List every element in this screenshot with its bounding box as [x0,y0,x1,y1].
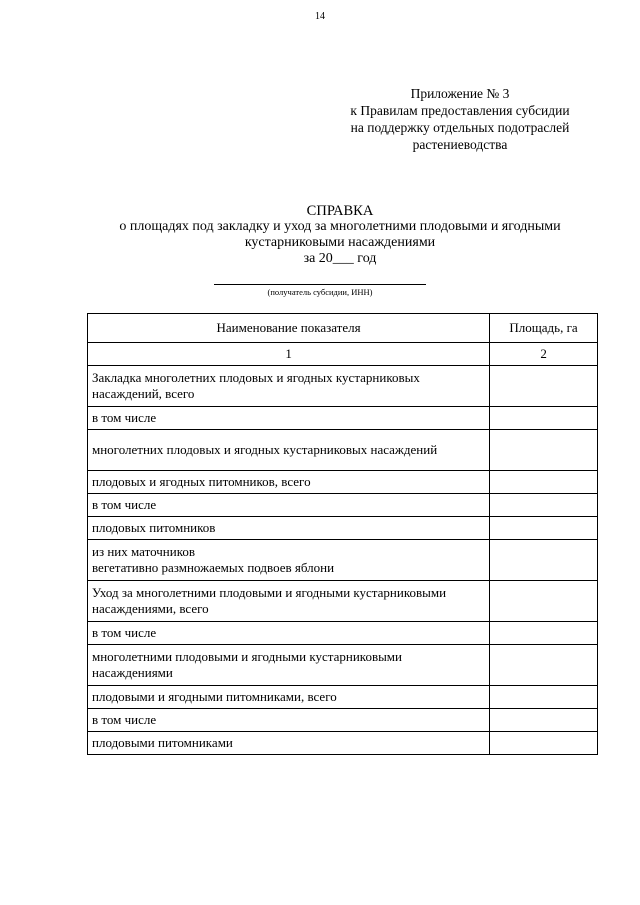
row-label: многолетними плодовыми и ягодными кустарниковыми насаждениями [88,645,490,686]
column-number-row [88,343,598,366]
table-row [88,517,598,540]
table-row [88,732,598,755]
title-line: кустарниковыми насаждениями [244,235,436,250]
row-label: плодовыми и ягодными питомниками, всего [88,686,490,709]
table-row [88,686,598,709]
row-value [490,622,598,645]
table-row [88,645,598,686]
page-number: 14 [315,11,325,22]
row-value [490,494,598,517]
row-value [490,581,598,622]
table-row [88,622,598,645]
document-title [60,203,620,267]
recipient-field [0,284,640,297]
row-value [490,366,598,407]
table-row [88,540,598,581]
row-label: плодовых питомников [88,517,490,540]
row-label: в том числе [88,494,490,517]
table-row [88,709,598,732]
title-line: о площадях под закладку и уход за многолетними плодовыми и ягодными [119,219,561,234]
row-value [490,407,598,430]
appendix-line: к Правилам предоставления субсидии [350,103,570,118]
appendix-line: Приложение № 3 [410,86,510,101]
row-value [490,471,598,494]
title-main: СПРАВКА [306,203,374,219]
row-label: плодовыми питомниками [88,732,490,755]
column-number: 1 [88,343,490,366]
table-row [88,494,598,517]
table-header-row [88,314,598,343]
row-label: из них маточников вегетативно размножаемых подвоев яблони [88,540,490,581]
column-header: Площадь, га [490,314,598,343]
recipient-caption: (получатель субсидии, ИНН) [267,287,373,297]
row-value [490,645,598,686]
row-value [490,517,598,540]
appendix-line: на поддержку отдельных подотраслей [350,120,570,135]
appendix-line: растениеводства [412,137,508,152]
row-label: Уход за многолетними плодовыми и ягодными кустарниковыми насаждениями, всего [88,581,490,622]
table-row [88,581,598,622]
recipient-underline [214,284,426,285]
table-row [88,430,598,471]
table-row [88,366,598,407]
row-value [490,732,598,755]
column-header: Наименование показателя [88,314,490,343]
title-year: за 20___ год [303,251,377,266]
area-table [87,313,598,755]
row-label: в том числе [88,407,490,430]
appendix-block [330,85,590,153]
row-label: многолетних плодовых и ягодных кустарниковых насаждений [88,430,490,471]
row-label: Закладка многолетних плодовых и ягодных кустарниковых насаждений, всего [88,366,490,407]
table-row [88,471,598,494]
column-number: 2 [490,343,598,366]
row-label: плодовых и ягодных питомников, всего [88,471,490,494]
row-label: в том числе [88,709,490,732]
row-label: в том числе [88,622,490,645]
row-value [490,709,598,732]
table-row [88,407,598,430]
row-value [490,430,598,471]
row-value [490,686,598,709]
row-value [490,540,598,581]
